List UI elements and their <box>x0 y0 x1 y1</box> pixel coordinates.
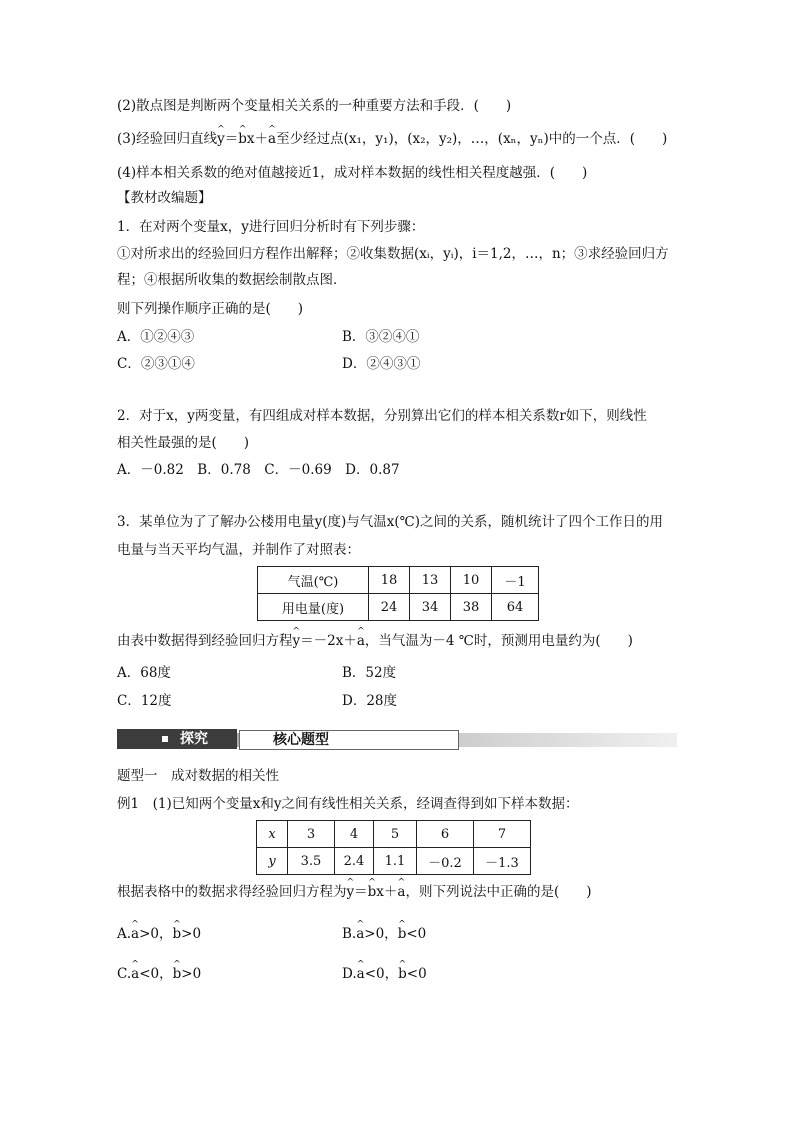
y-hat: ^ y <box>293 631 301 651</box>
table-cell: 3 <box>288 821 335 848</box>
table-cell: 18 <box>369 567 410 594</box>
y-hat: ^ y <box>217 129 225 149</box>
banner-dark-tab: 探究 <box>117 729 237 749</box>
y-hat: ^ y <box>347 882 355 902</box>
a-hat: ^ a <box>357 631 365 651</box>
a-hat: ^ a <box>397 882 405 902</box>
banner-light-tab: 核心题型 <box>239 730 459 750</box>
section-tag: 【教材改编题】 <box>117 190 212 206</box>
table-cell: 2.4 <box>335 848 374 875</box>
table-row <box>257 821 531 848</box>
problem-3-option-d: D．28度 <box>342 693 398 709</box>
table-row <box>258 594 539 621</box>
judgement-2: (2)散点图是判断两个变量相关关系的一种重要方法和手段．( ) <box>117 98 512 114</box>
table-cell: －1 <box>492 567 539 594</box>
b-hat: ^ b <box>368 882 377 902</box>
table-cell: 38 <box>451 594 492 621</box>
table-cell: 64 <box>492 594 539 621</box>
example-1-equation-line: 根据表格中的数据求得经验回归方程为^ y＝^ bx＋^ a，则下列说法中正确的是( ) <box>117 882 592 902</box>
table-cell: －1.3 <box>474 848 531 875</box>
problem-1-stem: 1．在对两个变量x，y进行回归分析时有下列步骤： <box>117 219 425 235</box>
table-cell: 7 <box>474 821 531 848</box>
table-cell: 10 <box>451 567 492 594</box>
problem-1-option-b: B．③②④① <box>342 329 420 345</box>
table-cell: y <box>257 848 288 875</box>
table-cell: 6 <box>417 821 474 848</box>
problem-2-line1: 2．对于x，y两变量，有四组成对样本数据，分别算出它们的样本相关系数r如下，则线性 <box>117 408 647 424</box>
problem-1-option-d: D．②④③① <box>342 356 421 372</box>
problem-2-options: A．－0.82 B．0.78 C．－0.69 D．0.87 <box>117 462 400 478</box>
problem-3-line1: 3．某单位为了了解办公楼用电量y(度)与气温x(℃)之间的关系，随机统计了四个工作日的用 <box>117 514 663 530</box>
table-row <box>258 567 539 594</box>
judgement-4: (4)样本相关系数的绝对值越接近1，成对样本数据的线性相关程度越强．( ) <box>117 165 588 181</box>
problem-1-line2: ①对所求出的经验回归方程作出解释；②收集数据(xᵢ，yᵢ)，i＝1,2，…，n；③求经验回归方 <box>117 246 669 262</box>
table-cell: x <box>257 821 288 848</box>
example-1-option-d: D.^ a<0，^ b<0 <box>342 964 427 984</box>
table-cell: 用电量(度) <box>258 594 369 621</box>
example-1-option-b: B.^ a>0，^ b<0 <box>342 924 426 944</box>
problem-2-line2: 相关性最强的是( ) <box>117 435 250 451</box>
table-cell: 24 <box>369 594 410 621</box>
problem-3-option-a: A．68度 <box>117 665 171 681</box>
problem-3-equation-line: 由表中数据得到经验回归方程^ y＝－2x＋^ a，当气温为－4 ℃时，预测用电量约为( ) <box>117 631 633 651</box>
example-1-option-a: A.^ a>0，^ b>0 <box>117 924 201 944</box>
problem-1-question: 则下列操作顺序正确的是( ) <box>117 301 304 317</box>
section-banner <box>117 729 677 749</box>
a-hat: ^ a <box>268 129 276 149</box>
table-row <box>257 848 531 875</box>
problem-3-option-c: C．12度 <box>117 693 172 709</box>
square-bullet-icon <box>162 736 168 742</box>
problem-3-line2: 电量与当天平均气温，并制作了对照表： <box>117 542 360 558</box>
table-cell: 气温(℃) <box>258 567 369 594</box>
temperature-table <box>257 566 539 621</box>
table-cell: 1.1 <box>374 848 417 875</box>
example-1-option-c: C.^ a<0，^ b>0 <box>117 964 201 984</box>
table-cell: 5 <box>374 821 417 848</box>
problem-1-option-a: A．①②④③ <box>117 329 195 345</box>
table-cell: 3.5 <box>288 848 335 875</box>
table-cell: 4 <box>335 821 374 848</box>
judgement-3: (3)经验回归直线^ y＝^ bx＋^ a至少经过点(x₁，y₁)，(x₂，y₂)，…，(xₙ，yₙ)中的一个点．( ) <box>117 129 667 149</box>
table-cell: －0.2 <box>417 848 474 875</box>
table-cell: 34 <box>410 594 451 621</box>
sample-data-table <box>256 820 531 875</box>
problem-3-option-b: B．52度 <box>342 665 397 681</box>
problem-1-line3: 程；④根据所收集的数据绘制散点图． <box>117 272 347 288</box>
type-1-title: 题型一 成对数据的相关性 <box>117 768 279 784</box>
example-1-line1: 例1 (1)已知两个变量x和y之间有线性相关关系，经调查得到如下样本数据： <box>117 796 579 812</box>
problem-1-option-c: C．②③①④ <box>117 356 195 372</box>
b-hat: ^ b <box>238 129 247 149</box>
table-cell: 13 <box>410 567 451 594</box>
